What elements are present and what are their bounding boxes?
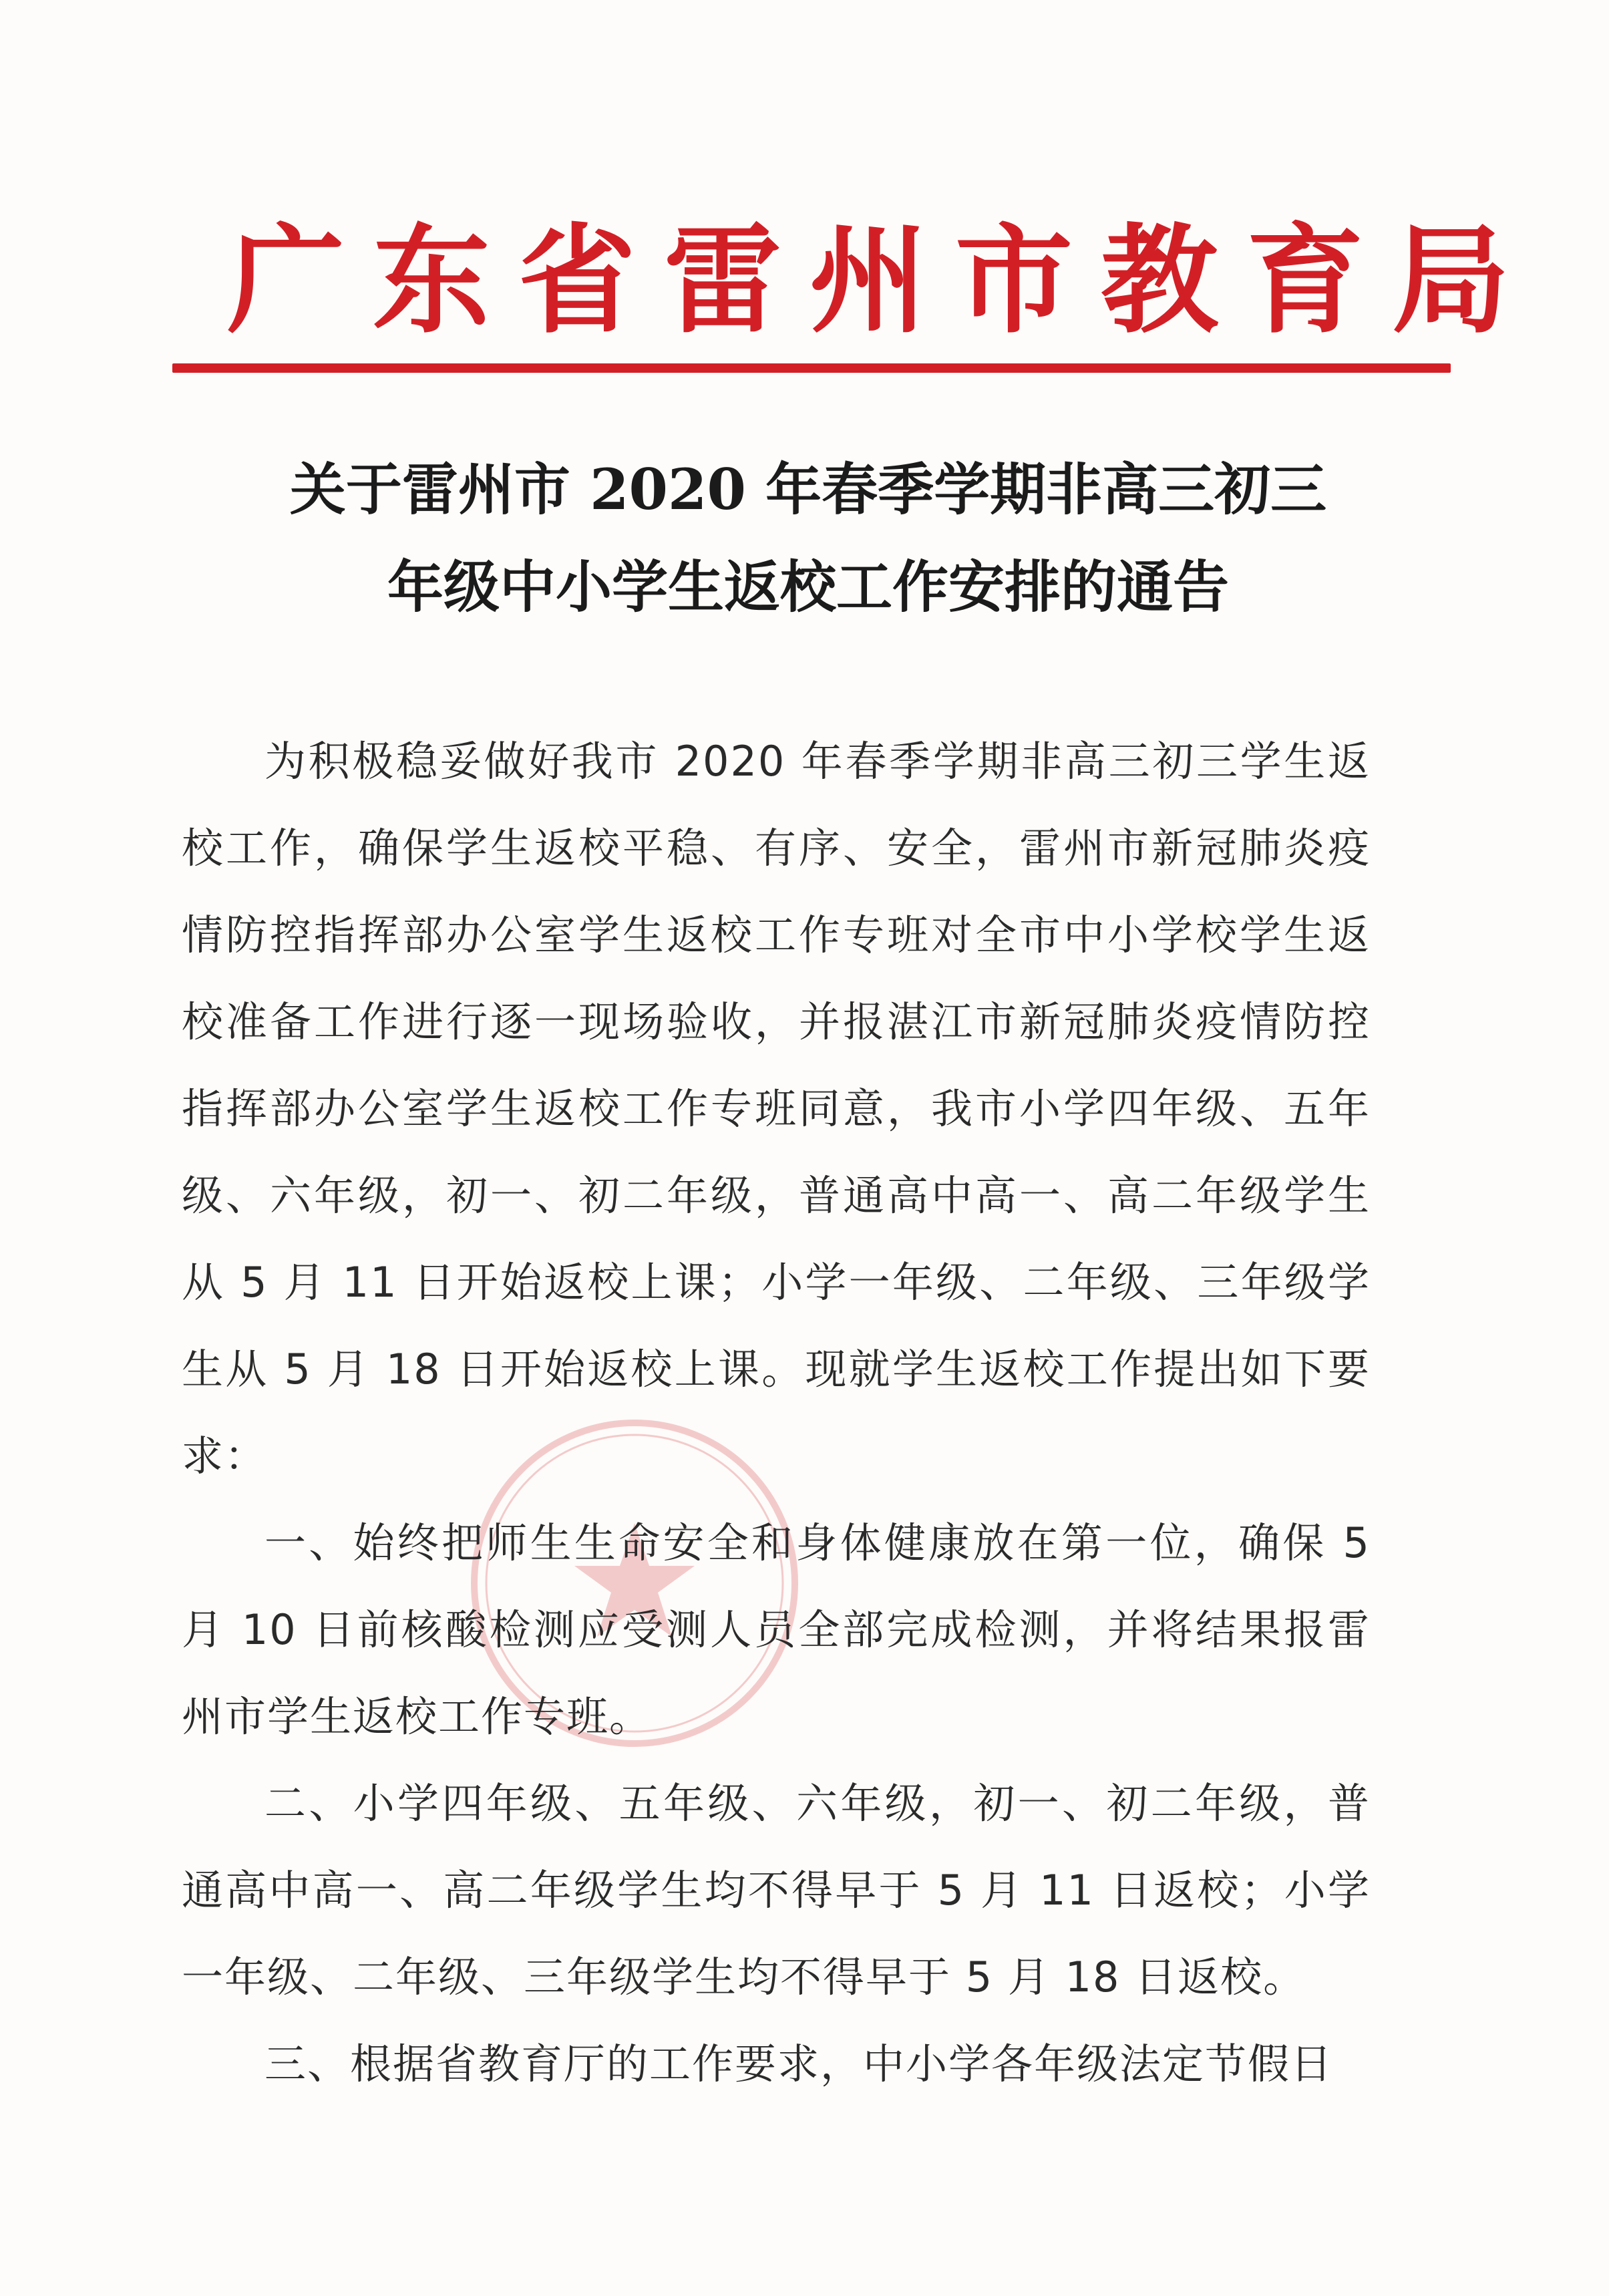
body-paragraph: 一、始终把师生生命安全和身体健康放在第一位，确保 5 月 10 日前核酸检测应受测人员全部完成检测，并将结果报雷州市学生返校工作专班。 [182, 1518, 1371, 1741]
document-title-line: 关于雷州市 2020 年春季学期非高三初三 [289, 456, 1327, 522]
document-body [182, 718, 1371, 2108]
document-title [200, 441, 1416, 636]
body-paragraph: 二、小学四年级、五年级、六年级，初一、初二年级，普通高中高一、高二年级学生均不得早于 5 月 11 日返校；小学一年级、二年级、三年级学生均不得早于 5 月 18 日返校。 [182, 1779, 1371, 2001]
body-paragraph: 为积极稳妥做好我市 2020 年春季学期非高三初三学生返校工作，确保学生返校平稳、有序、安全，雷州市新冠肺炎疫情防控指挥部办公室学生返校工作专班对全市中小学校学生返校准备工作进行逐一现场验收，并报湛江市新冠肺炎疫情防控指挥部办公室学生返校工作专班同意，我市小学四年级、五年级、六年级，初一、初二年级，普通高中高一、高二年级学生从 5 月 11 日开始返校上课；小学一年级、二年级、三年级学生从 5 月 18 日开始返校上课。现就学生返校工作提出如下要求： [182, 737, 1371, 1480]
red-header-rule [172, 363, 1451, 373]
body-paragraph: 三、根据省教育厅的工作要求，中小学各年级法定节假日 [264, 2039, 1334, 2088]
document-title-line: 年级中小学生返校工作安排的通告 [387, 554, 1229, 620]
issuing-organization-header: 广东省雷州市教育局 [227, 211, 1538, 349]
